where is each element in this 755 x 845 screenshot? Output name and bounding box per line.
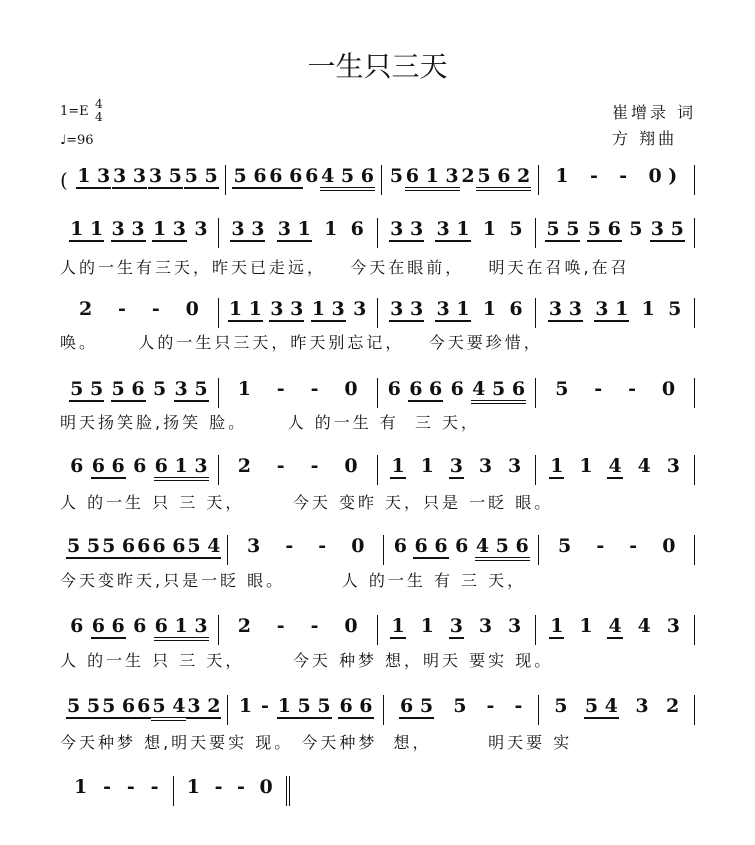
note-group: - bbox=[628, 378, 636, 400]
measure bbox=[219, 378, 378, 408]
song-title: 一生只三天 bbox=[307, 50, 448, 83]
note-group: 5 5 bbox=[184, 165, 218, 187]
note-group: 5 bbox=[555, 378, 569, 400]
note-group: 1 bbox=[579, 615, 593, 637]
note-group: 1 bbox=[391, 455, 405, 477]
note-group: 2 bbox=[461, 165, 475, 187]
note-group: 6 bbox=[455, 535, 469, 557]
note-group: 5 5 bbox=[67, 535, 101, 557]
note-group: 6 bbox=[305, 165, 319, 187]
note-group: 5 6 bbox=[233, 165, 267, 187]
note-group: 5 bbox=[509, 218, 523, 240]
note-group: - bbox=[594, 378, 603, 400]
note-group: 6 bbox=[137, 535, 151, 557]
note-group: 3 bbox=[478, 455, 493, 477]
note-group: 5 5 bbox=[67, 695, 101, 717]
note-group: 1 3 bbox=[152, 218, 186, 240]
measure bbox=[536, 455, 695, 485]
measure bbox=[539, 695, 695, 725]
measure bbox=[536, 378, 695, 408]
note-group: 3 3 bbox=[111, 218, 145, 240]
note-group: 3 bbox=[666, 455, 680, 477]
note-group: 1 bbox=[391, 615, 405, 637]
lyrics-line: 唤。 人的一生只三天，昨天别忘记， 今天要珍惜， bbox=[60, 333, 543, 352]
measure bbox=[378, 615, 537, 645]
note-group: - bbox=[260, 695, 269, 717]
note-group: 6 bbox=[509, 298, 523, 320]
note-group: 3 1 bbox=[436, 218, 470, 240]
measure bbox=[539, 535, 695, 565]
note-group: 2 bbox=[237, 455, 251, 477]
note-group: 3 5 bbox=[148, 165, 182, 187]
note-group: 1 bbox=[420, 455, 434, 477]
note-group: 6 6 bbox=[269, 165, 303, 187]
music-line bbox=[60, 218, 695, 248]
note-group: - bbox=[589, 165, 598, 187]
note-group: 5 4 bbox=[584, 695, 618, 717]
note-group: 1 bbox=[73, 776, 88, 798]
measure bbox=[219, 615, 378, 645]
note-group: 3 bbox=[449, 455, 463, 477]
time-signature bbox=[95, 98, 103, 124]
note-group: 6 1 3 bbox=[154, 455, 209, 481]
measure bbox=[60, 378, 219, 408]
music-line bbox=[60, 378, 695, 408]
note-group: 3 3 bbox=[548, 298, 582, 320]
note-group: 3 2 bbox=[187, 695, 221, 717]
key-signature: 1=E bbox=[60, 104, 89, 119]
note-group: 6 bbox=[133, 455, 147, 477]
note-group: 1 3 bbox=[77, 165, 111, 187]
note-group: 3 bbox=[247, 535, 261, 557]
note-group: 6 bbox=[70, 615, 84, 637]
note-group: - bbox=[596, 535, 605, 557]
note-group: 0 bbox=[185, 298, 199, 320]
note-group: 1 bbox=[420, 615, 434, 637]
note-group: 1 bbox=[550, 615, 564, 637]
ts-top: 4 bbox=[95, 97, 103, 111]
note-group: 1 bbox=[482, 218, 497, 240]
note-group: 6 6 bbox=[152, 535, 186, 557]
note-group: 5 6 bbox=[102, 695, 136, 717]
measure bbox=[384, 695, 540, 725]
note-group: - bbox=[276, 615, 285, 637]
note-group: 0 bbox=[259, 776, 273, 798]
note-group: 6 1 3 bbox=[405, 165, 460, 191]
measure bbox=[60, 298, 219, 328]
measure bbox=[378, 455, 537, 485]
note-group: 0 ) bbox=[648, 165, 678, 187]
music-line bbox=[60, 455, 695, 485]
note-group: 3 3 bbox=[231, 218, 265, 240]
note-group: 5 4 bbox=[151, 695, 186, 721]
note-group: - bbox=[318, 535, 327, 557]
note-group: 1 5 5 bbox=[277, 695, 331, 717]
note-group: 3 bbox=[635, 695, 649, 717]
note-group: - bbox=[619, 165, 628, 187]
open-paren: ( bbox=[60, 168, 68, 192]
note-group: 1 bbox=[238, 695, 253, 717]
measure bbox=[60, 218, 219, 248]
measure bbox=[539, 165, 695, 195]
note-group: 6 1 3 bbox=[154, 615, 209, 641]
note-group: 5 5 bbox=[546, 218, 580, 240]
note-group: 6 6 bbox=[91, 615, 125, 637]
note-group: 0 bbox=[344, 455, 358, 477]
note-group: 3 bbox=[194, 218, 208, 240]
note-group: - bbox=[310, 378, 319, 400]
measure bbox=[219, 455, 378, 485]
note-group: 5 bbox=[389, 165, 404, 187]
note-group: 5 bbox=[629, 218, 643, 240]
note-group: 3 3 bbox=[390, 218, 424, 240]
composer: 方 翔曲 bbox=[612, 129, 678, 148]
lyrics-line: 人的一生有三天，昨天已走远， 今天在眼前， 明天在召唤,在召 bbox=[60, 258, 630, 277]
note-group: 5 6 2 bbox=[476, 165, 531, 191]
note-group: 3 bbox=[353, 298, 367, 320]
note-group: 4 5 6 bbox=[475, 535, 530, 561]
note-group: - bbox=[514, 695, 523, 717]
note-group: - bbox=[150, 776, 159, 798]
note-group: 1 3 bbox=[311, 298, 345, 320]
note-group: - bbox=[103, 776, 111, 798]
music-line bbox=[60, 165, 695, 195]
note-group: 0 bbox=[344, 615, 358, 637]
note-group: 4 bbox=[637, 615, 651, 637]
note-group: 4 bbox=[637, 455, 651, 477]
note-group: 3 bbox=[508, 455, 522, 477]
note-group: 1 bbox=[324, 218, 338, 240]
lyrics-line: 人 的一生 只 三 天， 今天 变昨 天，只是 一眨 眼。 bbox=[60, 493, 554, 512]
note-group: 3 5 bbox=[650, 218, 684, 240]
measure bbox=[219, 218, 378, 248]
measure bbox=[60, 695, 228, 725]
note-group: 5 bbox=[558, 535, 572, 557]
note-group: 5 6 bbox=[111, 378, 145, 400]
measure bbox=[228, 535, 384, 565]
note-group: 3 bbox=[508, 615, 522, 637]
measure bbox=[536, 218, 695, 248]
music-line bbox=[60, 695, 695, 725]
note-group: 3 1 bbox=[277, 218, 311, 240]
note-group: 5 4 bbox=[187, 535, 221, 557]
note-group: 5 6 bbox=[102, 535, 136, 557]
note-group: - bbox=[151, 298, 160, 320]
note-group: 1 1 bbox=[228, 298, 262, 320]
note-group: 3 5 bbox=[174, 378, 208, 400]
note-group: 3 1 bbox=[436, 298, 470, 320]
note-group: 1 bbox=[237, 378, 251, 400]
note-group: 0 bbox=[662, 535, 676, 557]
measure bbox=[60, 455, 219, 485]
note-group: 3 3 bbox=[113, 165, 147, 187]
note-group: 6 6 bbox=[414, 535, 448, 557]
note-group: 3 bbox=[478, 615, 493, 637]
measure bbox=[228, 695, 384, 725]
note-group: 1 bbox=[482, 298, 497, 320]
measure bbox=[60, 615, 219, 645]
note-group: 3 bbox=[666, 615, 680, 637]
note-group: 1 bbox=[555, 165, 569, 187]
tempo-marking: ♩=96 bbox=[60, 133, 94, 148]
note-group: 5 bbox=[453, 695, 467, 717]
note-group: 5 5 bbox=[70, 378, 104, 400]
note-group: 6 bbox=[350, 218, 364, 240]
lyrics-line: 明天扬笑脸,扬笑 脸。 人 的一生 有 三 天， bbox=[60, 413, 481, 432]
note-group: 2 bbox=[665, 695, 680, 717]
measure bbox=[536, 298, 695, 328]
lyrics-line: 人 的一生 只 三 天， 今天 种梦 想，明天 要实 现。 bbox=[60, 651, 554, 670]
note-group: 5 bbox=[668, 298, 682, 320]
note-group: 1 bbox=[641, 298, 655, 320]
note-group: - bbox=[486, 695, 495, 717]
note-group: 4 5 6 bbox=[471, 378, 526, 404]
note-group: 6 bbox=[133, 615, 147, 637]
note-group: - bbox=[629, 535, 638, 557]
measure bbox=[226, 165, 382, 195]
note-group: 6 6 bbox=[409, 378, 443, 400]
measure bbox=[378, 298, 537, 328]
note-group: 3 3 bbox=[390, 298, 424, 320]
note-group: - bbox=[237, 776, 245, 798]
note-group: 5 bbox=[554, 695, 568, 717]
measure bbox=[174, 776, 291, 806]
music-line bbox=[60, 615, 695, 645]
note-group: 6 6 bbox=[91, 455, 125, 477]
measure bbox=[382, 165, 538, 195]
note-group: 0 bbox=[351, 535, 365, 557]
note-group: - bbox=[310, 455, 319, 477]
note-group: 5 bbox=[152, 378, 167, 400]
note-group: 3 bbox=[449, 615, 463, 637]
measure bbox=[378, 378, 537, 408]
note-group: 6 6 bbox=[339, 695, 373, 717]
lyrics-line: 今天种梦 想,明天要实 现。 今天种梦 想， 明天要 实 bbox=[60, 733, 573, 752]
note-group: 3 3 bbox=[270, 298, 304, 320]
note-group: 5 6 bbox=[587, 218, 621, 240]
note-group: 4 bbox=[608, 615, 622, 637]
note-group: 3 1 bbox=[595, 298, 629, 320]
note-group: 1 bbox=[579, 455, 593, 477]
lyricist: 崔增录 词 bbox=[612, 103, 697, 122]
note-group: 6 bbox=[137, 695, 151, 717]
note-group: - bbox=[214, 776, 223, 798]
music-line bbox=[60, 298, 695, 328]
measure bbox=[219, 298, 378, 328]
measure bbox=[70, 165, 226, 195]
measure bbox=[536, 615, 695, 645]
note-group: 4 bbox=[608, 455, 622, 477]
note-group: - bbox=[276, 455, 285, 477]
measure bbox=[60, 776, 174, 806]
measure bbox=[378, 218, 537, 248]
note-group: 0 bbox=[344, 378, 358, 400]
music-line bbox=[60, 535, 695, 565]
note-group: 2 bbox=[78, 298, 93, 320]
note-group: 2 bbox=[237, 615, 251, 637]
note-group: - bbox=[118, 298, 126, 320]
ts-bottom: 4 bbox=[95, 110, 103, 124]
note-group: 4 5 6 bbox=[320, 165, 375, 191]
measure bbox=[60, 535, 228, 565]
note-group: 6 bbox=[70, 455, 84, 477]
note-group: 6 5 bbox=[400, 695, 434, 717]
note-group: 1 bbox=[186, 776, 201, 798]
note-group: - bbox=[310, 615, 319, 637]
note-group: - bbox=[285, 535, 294, 557]
lyrics-line: 今天变昨天,只是一眨 眼。 人 的一生 有 三 天， bbox=[60, 571, 527, 590]
note-group: 6 bbox=[450, 378, 464, 400]
note-group: 0 bbox=[661, 378, 676, 400]
note-group: 6 bbox=[387, 378, 401, 400]
note-group: 1 1 bbox=[70, 218, 104, 240]
note-group: 1 bbox=[550, 455, 564, 477]
note-group: 6 bbox=[393, 535, 407, 557]
measure bbox=[384, 535, 540, 565]
note-group: - bbox=[276, 378, 285, 400]
music-line bbox=[60, 776, 290, 806]
note-group: - bbox=[126, 776, 135, 798]
